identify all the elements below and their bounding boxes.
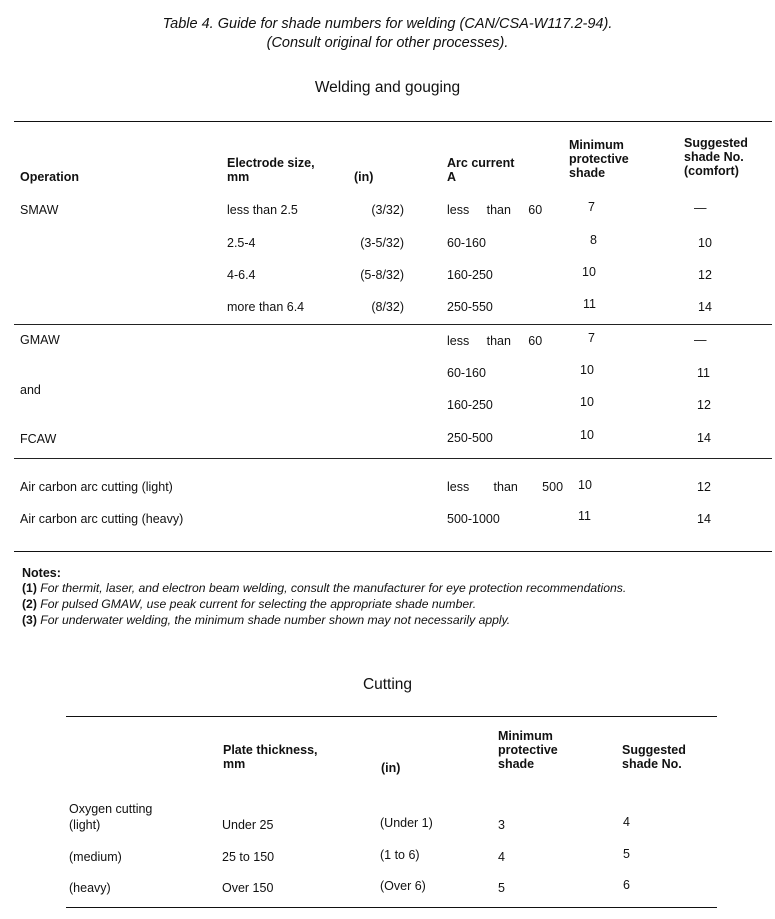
smaw-min-shade: 8 (590, 233, 597, 247)
header-arc-unit: A (447, 170, 457, 184)
header-inch: (in) (354, 170, 374, 184)
aircarbon-min-shade: 10 (578, 478, 592, 492)
smaw-suggested: 10 (698, 236, 712, 250)
gmaw-current: 160-250 (447, 398, 493, 412)
cutting-thickness: Over 150 (222, 881, 274, 895)
cutting-min-shade: 4 (498, 850, 505, 864)
note-item (22, 597, 476, 611)
operation-and: and (20, 383, 41, 397)
smaw-size: 2.5-4 (227, 236, 256, 250)
cutting-operation: (light) (69, 818, 101, 832)
header-suggested-3: (comfort) (684, 164, 739, 178)
gmaw-min-shade: 10 (580, 428, 594, 442)
operation-fcaw: FCAW (20, 432, 57, 446)
cutting-inch: (Over 6) (380, 879, 426, 893)
table-title-line2: (Consult original for other processes). (266, 35, 509, 51)
gmaw-suggested: — (694, 333, 707, 347)
aircarbon-suggested: 12 (697, 480, 711, 494)
gmaw-suggested: 14 (697, 431, 711, 445)
smaw-current: 160-250 (447, 268, 493, 282)
smaw-current: 60-160 (447, 236, 486, 250)
header-cutting-min-3: shade (498, 757, 535, 771)
operation-aircarbon: Air carbon arc cutting (heavy) (20, 512, 184, 526)
smaw-inch: (3/32) (371, 203, 404, 217)
header-cutting-suggested-2: shade No. (622, 757, 682, 771)
operation-gmaw: GMAW (20, 333, 60, 347)
gmaw-min-shade: 10 (580, 363, 594, 377)
smaw-inch: (5-8/32) (360, 268, 404, 282)
cutting-thickness: Under 25 (222, 818, 274, 832)
header-arc-current: Arc current (447, 156, 515, 170)
smaw-current: less than 60 (447, 203, 543, 217)
cutting-inch: (1 to 6) (380, 848, 420, 862)
cutting-top-rule (66, 716, 717, 717)
header-min-shade-1: Minimum (569, 138, 624, 152)
cutting-operation: (medium) (69, 850, 122, 864)
gmaw-min-shade: 10 (580, 395, 594, 409)
gmaw-current: 60-160 (447, 366, 486, 380)
welding-top-rule (14, 121, 772, 122)
note-number: (3) (22, 613, 37, 627)
header-cutting-inch: (in) (381, 761, 401, 775)
cutting-suggested: 4 (623, 815, 630, 829)
header-electrode-size: Electrode size, (227, 156, 315, 170)
cutting-bottom-rule (66, 907, 717, 908)
welding-bottom-rule (14, 551, 772, 552)
table-title-line1: Table 4. Guide for shade numbers for welding (CAN/CSA-W117.2-94). (162, 16, 613, 32)
smaw-size: less than 2.5 (227, 203, 298, 217)
header-electrode-unit: mm (227, 170, 250, 184)
note-text: For underwater welding, the minimum shade number shown may not necessarily apply. (40, 613, 511, 627)
smaw-size: 4-6.4 (227, 268, 256, 282)
smaw-current: 250-550 (447, 300, 493, 314)
cutting-thickness: 25 to 150 (222, 850, 275, 864)
cutting-min-shade: 5 (498, 881, 505, 895)
aircarbon-min-shade: 11 (578, 509, 591, 523)
gmaw-divider (14, 458, 772, 459)
note-number: (1) (22, 581, 37, 595)
cutting-operation: (heavy) (69, 881, 111, 895)
smaw-size: more than 6.4 (227, 300, 305, 314)
header-suggested-2: shade No. (684, 150, 744, 164)
operation-aircarbon: Air carbon arc cutting (light) (20, 480, 173, 494)
gmaw-min-shade: 7 (588, 331, 595, 345)
cutting-section-title: Cutting (362, 676, 413, 693)
aircarbon-current: less than 500 (447, 480, 564, 494)
header-cutting-suggested-1: Suggested (622, 743, 686, 757)
smaw-min-shade: 11 (583, 297, 596, 311)
cutting-inch: (Under 1) (380, 816, 433, 830)
aircarbon-suggested: 14 (697, 512, 711, 526)
note-text: For pulsed GMAW, use peak current for selecting the appropriate shade number. (40, 597, 477, 611)
note-text: For thermit, laser, and electron beam welding, consult the manufacturer for eye protection recommendations. (40, 581, 627, 595)
header-operation: Operation (20, 170, 80, 184)
gmaw-suggested: 12 (697, 398, 711, 412)
smaw-suggested: — (694, 201, 707, 215)
welding-section-title: Welding and gouging (314, 79, 461, 96)
header-plate-thickness: Plate thickness, (223, 743, 318, 757)
cutting-min-shade: 3 (498, 818, 505, 832)
header-min-shade-3: shade (569, 166, 606, 180)
smaw-inch: (3-5/32) (360, 236, 404, 250)
header-plate-unit: mm (223, 757, 246, 771)
cutting-operation-oxygen: Oxygen cutting (69, 802, 153, 816)
smaw-suggested: 12 (698, 268, 712, 282)
smaw-divider (14, 324, 772, 325)
smaw-min-shade: 7 (588, 200, 595, 214)
header-cutting-min-2: protective (498, 743, 558, 757)
gmaw-suggested: 11 (697, 366, 710, 380)
aircarbon-current: 500-1000 (447, 512, 500, 526)
smaw-min-shade: 10 (582, 265, 596, 279)
note-item (22, 581, 626, 595)
notes-title: Notes: (22, 566, 61, 580)
note-item (22, 613, 510, 627)
note-number: (2) (22, 597, 37, 611)
smaw-inch: (8/32) (371, 300, 404, 314)
gmaw-current: less than 60 (447, 334, 543, 348)
cutting-suggested: 6 (623, 878, 630, 892)
gmaw-current: 250-500 (447, 431, 493, 445)
header-suggested-1: Suggested (684, 136, 748, 150)
header-min-shade-2: protective (569, 152, 629, 166)
smaw-suggested: 14 (698, 300, 712, 314)
cutting-suggested: 5 (623, 847, 630, 861)
header-cutting-min-1: Minimum (498, 729, 553, 743)
operation-smaw: SMAW (20, 203, 59, 217)
